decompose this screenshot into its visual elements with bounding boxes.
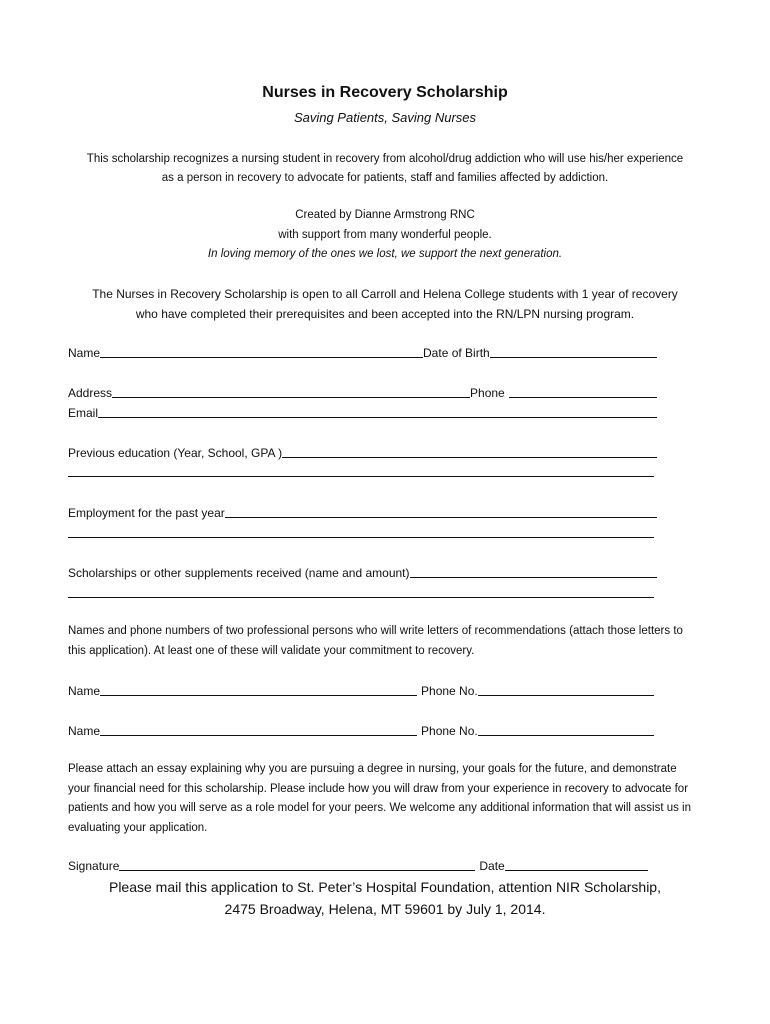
intro-line-1: This scholarship recognizes a nursing student in recovery from alcohol/drug addiction who will use his/her experience [86, 153, 684, 165]
address-label: Address [68, 386, 113, 400]
email-field[interactable] [98, 405, 657, 418]
name-field[interactable] [100, 345, 423, 358]
scholarships-row [68, 564, 657, 580]
email-label: Email [68, 406, 99, 420]
references-instructions: Names and phone numbers of two professional persons who will write letters of recommendations (attach those letters to this application). At least one of these will validate your commitment to recovery. [68, 625, 683, 657]
mailing-instructions [0, 876, 770, 920]
dob-label: Date of Birth [423, 346, 490, 360]
phone-label: Phone [470, 386, 505, 400]
reference-2-row [68, 722, 654, 738]
signature-date-label: Date [479, 859, 505, 873]
signature-date-field[interactable] [505, 858, 648, 871]
eligibility-line-2: who have completed their prerequisites and been accepted into the RN/LPN nursing program. [135, 306, 635, 321]
memorial-text: In loving memory of the ones we lost, we support the next generation. [207, 248, 563, 260]
intro-line-2: as a person in recovery to advocate for patients, staff and families affected by addiction. [161, 172, 609, 184]
essay-instructions: Please attach an essay explaining why you are pursuing a degree in nursing, your goals for the future, and demonstrate your financial need for this scholarship. Please include how you will draw from your experience in recovery to advocate for patients and how you will serve as a role model for your peers. We welcome any additional information that will assist us in evaluating your application. [68, 763, 692, 834]
mailing-line-1: Please mail this application to St. Peter’s Hospital Foundation, attention NIR Scholarship, [108, 879, 661, 895]
eligibility-line-1: The Nurses in Recovery Scholarship is open to all Carroll and Helena College students with 1 year of recovery [92, 287, 678, 301]
reference-1-row [68, 682, 654, 698]
name-label: Name [68, 346, 101, 360]
eligibility-paragraph [60, 285, 710, 324]
address-phone-row [68, 384, 657, 400]
education-label: Previous education (Year, School, GPA ) [68, 446, 283, 460]
reference-1-phone-field[interactable] [478, 683, 654, 696]
employment-row [68, 504, 657, 520]
reference-2-name-field[interactable] [100, 723, 417, 736]
reference-2-phone-label: Phone No. [421, 724, 478, 738]
education-field-line-2[interactable] [68, 476, 654, 477]
address-field[interactable] [112, 385, 470, 398]
name-dob-row [68, 344, 657, 360]
employment-field[interactable] [225, 505, 657, 518]
education-field[interactable] [282, 445, 657, 458]
scholarships-field[interactable] [410, 565, 657, 578]
intro-paragraph [60, 150, 710, 188]
created-by-text: Created by Dianne Armstrong RNC [295, 209, 475, 221]
education-row [68, 444, 657, 460]
dob-field[interactable] [490, 345, 657, 358]
reference-2-phone-field[interactable] [478, 723, 654, 736]
page-title: Nurses in Recovery Scholarship [262, 84, 508, 101]
mailing-line-2: 2475 Broadway, Helena, MT 59601 by July 1, 2014. [224, 901, 546, 917]
reference-1-phone-label: Phone No. [421, 684, 478, 698]
email-row [68, 404, 657, 420]
reference-1-name-label: Name [68, 684, 101, 698]
scholarships-field-line-2[interactable] [68, 597, 654, 598]
phone-field[interactable] [509, 385, 657, 398]
employment-field-line-2[interactable] [68, 537, 654, 538]
scholarships-label: Scholarships or other supplements received (name and amount) [68, 566, 410, 580]
reference-2-name-label: Name [68, 724, 101, 738]
signature-label: Signature [68, 859, 120, 873]
reference-1-name-field[interactable] [100, 683, 417, 696]
employment-label: Employment for the past year [68, 506, 225, 520]
page-subtitle: Saving Patients, Saving Nurses [293, 110, 477, 125]
support-text: with support from many wonderful people. [278, 228, 492, 241]
signature-row [68, 857, 648, 873]
signature-field[interactable] [119, 858, 475, 871]
credits-block [0, 206, 770, 265]
